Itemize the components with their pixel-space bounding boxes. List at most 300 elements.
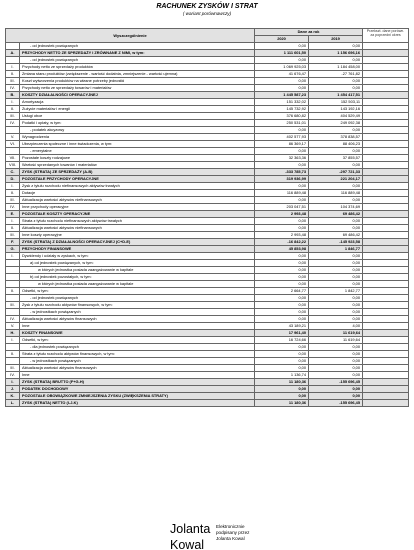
row-restated xyxy=(363,141,409,148)
row-value-2020: 0,00 xyxy=(255,281,309,288)
row-number: I. xyxy=(6,99,20,106)
row-restated xyxy=(363,379,409,386)
row-number: IV. xyxy=(6,372,20,379)
row-restated xyxy=(363,64,409,71)
row-restated xyxy=(363,120,409,127)
row-value-2019: 0,00 xyxy=(309,316,363,323)
row-label: Przychody netto ze sprzedaży towarów i materiałów xyxy=(20,85,255,92)
table-row xyxy=(6,120,409,127)
row-number: H. xyxy=(6,330,20,337)
row-number: I. xyxy=(6,337,20,344)
row-restated xyxy=(363,274,409,281)
table-row xyxy=(6,71,409,78)
row-value-2019: 0,00 xyxy=(309,85,363,92)
row-label: Inne koszty operacyjne xyxy=(20,232,255,239)
row-value-2020: 250 531,01 xyxy=(255,120,309,127)
row-restated xyxy=(363,344,409,351)
row-value-2020: 0,00 xyxy=(255,218,309,225)
row-value-2020: 0,00 xyxy=(255,225,309,232)
row-number: I. xyxy=(6,183,20,190)
row-number: F. xyxy=(6,239,20,246)
row-number xyxy=(6,344,20,351)
table-row xyxy=(6,260,409,267)
row-restated xyxy=(363,386,409,393)
table-row xyxy=(6,197,409,204)
row-number xyxy=(6,260,20,267)
row-value-2020: 0,00 xyxy=(255,162,309,169)
row-restated xyxy=(363,365,409,372)
header-year-2020: 2020 xyxy=(255,36,309,43)
signature-caption xyxy=(216,524,249,541)
row-value-2019: 1 184 458,00 xyxy=(309,64,363,71)
row-value-2019: 0,00 xyxy=(309,351,363,358)
row-restated xyxy=(363,246,409,253)
row-label: Dotacje xyxy=(20,190,255,197)
row-value-2020: 0,00 xyxy=(255,316,309,323)
row-number: V. xyxy=(6,323,20,330)
row-label: POZOSTAŁE OBOWIĄZKOWE ZMNIEJSZENIA ZYSKU (ZWIĘKSZENIA STRATY) xyxy=(20,393,255,400)
row-label: Zysk z tytułu rozchodu aktywów finansowych, w tym: xyxy=(20,302,255,309)
row-number: C. xyxy=(6,169,20,176)
row-value-2020: 0,00 xyxy=(255,57,309,64)
row-number: IV. xyxy=(6,316,20,323)
row-label: POZOSTAŁE PRZYCHODY OPERACYJNE xyxy=(20,176,255,183)
row-value-2019: -155 696,45 xyxy=(309,379,363,386)
row-number: VII. xyxy=(6,155,20,162)
table-row xyxy=(6,302,409,309)
row-value-2019: 378 838,57 xyxy=(309,134,363,141)
row-restated xyxy=(363,169,409,176)
row-value-2020: 0,00 xyxy=(255,43,309,50)
row-number: II. xyxy=(6,106,20,113)
row-value-2019: -297 721,33 xyxy=(309,169,363,176)
table-row xyxy=(6,43,409,50)
row-value-2019: 0,00 xyxy=(309,162,363,169)
row-value-2020: 402 577,93 xyxy=(255,134,309,141)
table-row xyxy=(6,295,409,302)
row-number xyxy=(6,148,20,155)
table-row xyxy=(6,155,409,162)
table-row xyxy=(6,113,409,120)
row-value-2019: 116 889,48 xyxy=(309,190,363,197)
row-restated xyxy=(363,316,409,323)
row-number: III. xyxy=(6,113,20,120)
row-value-2019: 69 486,42 xyxy=(309,232,363,239)
row-restated xyxy=(363,57,409,64)
signature-last-name: Kowal xyxy=(170,538,205,550)
table-row xyxy=(6,64,409,71)
row-restated xyxy=(363,260,409,267)
row-restated xyxy=(363,239,409,246)
row-value-2020: 0,00 xyxy=(255,85,309,92)
row-value-2020: 11 180,36 xyxy=(255,379,309,386)
report-title: RACHUNEK ZYSKÓW I STRAT xyxy=(156,3,258,10)
row-value-2019: 0,00 xyxy=(309,57,363,64)
row-label: Wynagrodzenia xyxy=(20,134,255,141)
row-value-2019: -145 923,58 xyxy=(309,239,363,246)
row-value-2020: 151 332,02 xyxy=(255,99,309,106)
table-row xyxy=(6,85,409,92)
header-year-2019: 2019 xyxy=(309,36,363,43)
table-row xyxy=(6,183,409,190)
row-value-2019: 1 156 696,16 xyxy=(309,50,363,57)
table-row xyxy=(6,351,409,358)
header-note: Przekszt. dane porówn. za poprzedni okres xyxy=(363,29,409,43)
signature-line-1: Elektronicznie xyxy=(216,524,245,529)
row-label: Inne przychody operacyjne xyxy=(20,204,255,211)
signature-line-2: podpisany przez xyxy=(216,529,250,535)
table-row xyxy=(6,309,409,316)
row-label: Ubezpieczenia społeczne i inne świadczenia, w tym: xyxy=(20,141,255,148)
row-value-2019: 0,00 xyxy=(309,386,363,393)
row-restated xyxy=(363,267,409,274)
table-row xyxy=(6,337,409,344)
row-value-2020: 0,00 xyxy=(255,148,309,155)
table-row xyxy=(6,253,409,260)
row-value-2019: 0,00 xyxy=(309,43,363,50)
row-label: Amortyzacja xyxy=(20,99,255,106)
row-restated xyxy=(363,400,409,407)
row-value-2019: 0,00 xyxy=(309,302,363,309)
table-row xyxy=(6,344,409,351)
table-row xyxy=(6,379,409,386)
table-row xyxy=(6,232,409,239)
row-number: III. xyxy=(6,302,20,309)
row-restated xyxy=(363,372,409,379)
row-restated xyxy=(363,211,409,218)
row-restated xyxy=(363,134,409,141)
table-row xyxy=(6,246,409,253)
table-row xyxy=(6,365,409,372)
row-value-2020: 32 363,36 xyxy=(255,155,309,162)
row-label: Odsetki, w tym: xyxy=(20,288,255,295)
electronic-signature xyxy=(170,518,270,550)
row-label: - podatek akcyzowy xyxy=(20,127,255,134)
row-label: Aktualizacja wartości aktywów finansowych xyxy=(20,365,255,372)
row-number: II. xyxy=(6,288,20,295)
row-restated xyxy=(363,190,409,197)
row-value-2019: 0,00 xyxy=(309,344,363,351)
table-row xyxy=(6,267,409,274)
row-number: L. xyxy=(6,400,20,407)
row-value-2019: 0,00 xyxy=(309,253,363,260)
row-value-2019: 0,00 xyxy=(309,365,363,372)
row-label: - od jednostek powiązanych xyxy=(20,295,255,302)
row-restated xyxy=(363,106,409,113)
row-value-2020: 203 047,51 xyxy=(255,204,309,211)
row-value-2020: 0,00 xyxy=(255,365,309,372)
row-label: Zmiana stanu produktów (zwiększenie - wartość dodatnia, zmniejszenie - wartość ujemna) xyxy=(20,71,255,78)
row-restated xyxy=(363,113,409,120)
row-value-2019: -27 761,82 xyxy=(309,71,363,78)
row-value-2020: 16 724,66 xyxy=(255,337,309,344)
row-label: PRZYCHODY NETTO ZE SPRZEDAŻY I ZRÓWNANE Z NIMI, w tym: xyxy=(20,50,255,57)
table-row xyxy=(6,225,409,232)
row-label: w których jednostka posiada zaangażowanie w kapitale xyxy=(20,281,255,288)
row-value-2019: 104 374,69 xyxy=(309,204,363,211)
row-label: a) od jednostek powiązanych, w tym: xyxy=(20,260,255,267)
table-row xyxy=(6,281,409,288)
signature-first-name: Jolanta xyxy=(170,522,211,536)
row-restated xyxy=(363,92,409,99)
row-restated xyxy=(363,288,409,295)
row-restated xyxy=(363,204,409,211)
row-number: B. xyxy=(6,92,20,99)
row-restated xyxy=(363,330,409,337)
row-number: III. xyxy=(6,197,20,204)
row-label: Strata z tytułu rozchodu niefinansowych aktywów trwałych xyxy=(20,218,255,225)
row-label: Przychody netto ze sprzedaży produktów xyxy=(20,64,255,71)
row-number: II. xyxy=(6,351,20,358)
row-value-2020: 43 189,21 xyxy=(255,323,309,330)
row-value-2020: 41 676,47 xyxy=(255,71,309,78)
table-row xyxy=(6,99,409,106)
row-value-2019: 69 486,42 xyxy=(309,211,363,218)
row-value-2020: 0,00 xyxy=(255,253,309,260)
row-label: - emerytalne xyxy=(20,148,255,155)
signature-line-3: Jolanta Kowal xyxy=(216,535,245,541)
row-label: ZYSK (STRATA) ZE SPRZEDAŻY (A-B) xyxy=(20,169,255,176)
row-label: Wartość sprzedanych towarów i materiałów xyxy=(20,162,255,169)
row-label: - w jednostkach powiązanych xyxy=(20,309,255,316)
table-row xyxy=(6,358,409,365)
row-value-2019: 0,00 xyxy=(309,78,363,85)
row-number xyxy=(6,57,20,64)
row-number: VI. xyxy=(6,141,20,148)
table-row xyxy=(6,330,409,337)
row-restated xyxy=(363,337,409,344)
row-label: Zużycie materiałów i energii xyxy=(20,106,255,113)
table-row xyxy=(6,134,409,141)
row-number xyxy=(6,358,20,365)
row-label: POZOSTAŁE KOSZTY OPERACYJNE xyxy=(20,211,255,218)
row-value-2019: 143 192,16 xyxy=(309,106,363,113)
row-label: b) od jednostek pozostałych, w tym: xyxy=(20,274,255,281)
row-value-2019: 0,00 xyxy=(309,372,363,379)
row-restated xyxy=(363,393,409,400)
row-restated xyxy=(363,302,409,309)
row-label: Aktualizacja wartości aktywów finansowych xyxy=(20,316,255,323)
table-row xyxy=(6,148,409,155)
row-value-2020: 0,00 xyxy=(255,302,309,309)
row-restated xyxy=(363,85,409,92)
table-row xyxy=(6,127,409,134)
header-row-1 xyxy=(6,29,409,36)
row-value-2020: 1 136,74 xyxy=(255,372,309,379)
row-number xyxy=(6,295,20,302)
row-number: A. xyxy=(6,50,20,57)
table-row xyxy=(6,78,409,85)
row-value-2020: 116 889,48 xyxy=(255,190,309,197)
row-value-2020: 0,00 xyxy=(255,344,309,351)
row-label: Inne xyxy=(20,323,255,330)
row-number xyxy=(6,43,20,50)
row-number: G. xyxy=(6,246,20,253)
row-value-2020: 86 369,17 xyxy=(255,141,309,148)
row-value-2020: 2 664,77 xyxy=(255,288,309,295)
row-number: I. xyxy=(6,64,20,71)
row-number xyxy=(6,309,20,316)
table-row xyxy=(6,50,409,57)
row-restated xyxy=(363,281,409,288)
row-value-2020: 2 993,48 xyxy=(255,232,309,239)
row-restated xyxy=(363,162,409,169)
row-label: ZYSK (STRATA) NETTO (I-J-K) xyxy=(20,400,255,407)
row-number: VIII. xyxy=(6,162,20,169)
row-value-2020: 0,00 xyxy=(255,197,309,204)
row-value-2019: 0,00 xyxy=(309,225,363,232)
table-row xyxy=(6,162,409,169)
row-restated xyxy=(363,148,409,155)
row-value-2019: 0,00 xyxy=(309,267,363,274)
table-row xyxy=(6,288,409,295)
row-label: - dla jednostek powiązanych xyxy=(20,344,255,351)
table-row xyxy=(6,386,409,393)
report-subtitle: ( wariant porównawczy) xyxy=(182,11,232,16)
row-value-2020: 2 993,48 xyxy=(255,211,309,218)
row-restated xyxy=(363,351,409,358)
row-value-2020: -16 842,22 xyxy=(255,239,309,246)
row-number: III. xyxy=(6,78,20,85)
row-label: w których jednostka posiada zaangażowanie w kapitale xyxy=(20,267,255,274)
row-label: Strata z tytułu rozchodu aktywów finansowych, w tym: xyxy=(20,351,255,358)
row-number: IV. xyxy=(6,85,20,92)
row-value-2020: 1 069 925,03 xyxy=(255,64,309,71)
row-label: PRZYCHODY FINANSOWE xyxy=(20,246,255,253)
row-restated xyxy=(363,225,409,232)
row-value-2020: 0,00 xyxy=(255,78,309,85)
row-label: Dywidendy i udziały w zyskach, w tym: xyxy=(20,253,255,260)
table-row xyxy=(6,169,409,176)
row-number xyxy=(6,281,20,288)
row-restated xyxy=(363,99,409,106)
table-row xyxy=(6,211,409,218)
table-row xyxy=(6,323,409,330)
row-number: IV. xyxy=(6,204,20,211)
row-value-2020: 45 853,98 xyxy=(255,246,309,253)
row-number: III. xyxy=(6,365,20,372)
row-label: PODATEK DOCHODOWY xyxy=(20,386,255,393)
row-value-2020: 11 180,36 xyxy=(255,400,309,407)
row-label: - od jednostek powiązanych xyxy=(20,57,255,64)
row-restated xyxy=(363,71,409,78)
row-number xyxy=(6,267,20,274)
row-value-2019: 11 619,64 xyxy=(309,337,363,344)
row-label: - od jednostek powiązanych xyxy=(20,43,255,50)
table-row xyxy=(6,316,409,323)
row-value-2019: 404 529,49 xyxy=(309,113,363,120)
row-restated xyxy=(363,127,409,134)
row-value-2020: 319 936,99 xyxy=(255,176,309,183)
row-value-2020: 1 445 587,23 xyxy=(255,92,309,99)
row-number: I. xyxy=(6,379,20,386)
table-row xyxy=(6,400,409,407)
row-restated xyxy=(363,50,409,57)
row-value-2019: 0,00 xyxy=(309,260,363,267)
row-value-2019: 1 846,77 xyxy=(309,246,363,253)
header-label: Wyszczególnienie xyxy=(6,29,255,43)
row-restated xyxy=(363,358,409,365)
row-value-2020: 0,00 xyxy=(255,309,309,316)
row-value-2019: 0,00 xyxy=(309,148,363,155)
row-value-2019: 4,00 xyxy=(309,323,363,330)
row-number: D. xyxy=(6,176,20,183)
row-label: Pozostałe koszty rodzajowe xyxy=(20,155,255,162)
row-value-2019: 249 092,38 xyxy=(309,120,363,127)
row-value-2020: 1 111 601,50 xyxy=(255,50,309,57)
row-number: K. xyxy=(6,393,20,400)
row-value-2020: 0,00 xyxy=(255,260,309,267)
table-row xyxy=(6,190,409,197)
row-value-2020: 0,00 xyxy=(255,358,309,365)
table-row xyxy=(6,372,409,379)
row-number xyxy=(6,274,20,281)
row-label: - w jednostkach powiązanych xyxy=(20,358,255,365)
row-label: Odsetki, w tym: xyxy=(20,337,255,344)
row-restated xyxy=(363,43,409,50)
row-restated xyxy=(363,78,409,85)
row-value-2019: 1 454 417,51 xyxy=(309,92,363,99)
row-restated xyxy=(363,155,409,162)
row-value-2019: 0,00 xyxy=(309,218,363,225)
table-row xyxy=(6,141,409,148)
row-restated xyxy=(363,218,409,225)
row-number: I. xyxy=(6,253,20,260)
table-row xyxy=(6,204,409,211)
row-number: IV. xyxy=(6,120,20,127)
table-row xyxy=(6,393,409,400)
row-value-2020: 0,00 xyxy=(255,295,309,302)
row-value-2020: 0,00 xyxy=(255,393,309,400)
row-restated xyxy=(363,183,409,190)
row-label: ZYSK (STRATA) BRUTTO (F+G-H) xyxy=(20,379,255,386)
table-row xyxy=(6,239,409,246)
row-number: E. xyxy=(6,211,20,218)
row-value-2020: 0,00 xyxy=(255,183,309,190)
row-number: II. xyxy=(6,71,20,78)
row-value-2019: 0,00 xyxy=(309,183,363,190)
row-number: II. xyxy=(6,225,20,232)
row-value-2019: 0,00 xyxy=(309,127,363,134)
row-restated xyxy=(363,309,409,316)
row-label: KOSZTY DZIAŁALNOŚCI OPERACYJNEJ xyxy=(20,92,255,99)
row-value-2020: 0,00 xyxy=(255,351,309,358)
table-row xyxy=(6,176,409,183)
row-value-2019: 0,00 xyxy=(309,309,363,316)
row-label: KOSZTY FINANSOWE xyxy=(20,330,255,337)
row-value-2020: 376 680,82 xyxy=(255,113,309,120)
row-value-2019: 152 503,11 xyxy=(309,99,363,106)
row-label: Koszt wytworzenia produktów na własne potrzeby jednostki xyxy=(20,78,255,85)
row-value-2019: 0,00 xyxy=(309,393,363,400)
row-value-2019: 0,00 xyxy=(309,358,363,365)
row-number: J. xyxy=(6,386,20,393)
row-restated xyxy=(363,197,409,204)
row-label: Aktualizacja wartości aktywów niefinansowych xyxy=(20,225,255,232)
row-value-2019: 221 204,17 xyxy=(309,176,363,183)
row-label: Podatki i opłaty, w tym: xyxy=(20,120,255,127)
row-label: ZYSK (STRATA) Z DZIAŁALNOŚCI OPERACYJNEJ (C+D-E) xyxy=(20,239,255,246)
row-value-2019: 37 855,57 xyxy=(309,155,363,162)
row-value-2019: -155 696,45 xyxy=(309,400,363,407)
table-row xyxy=(6,57,409,64)
row-label: Inne xyxy=(20,372,255,379)
row-value-2019: 0,00 xyxy=(309,295,363,302)
row-number: V. xyxy=(6,134,20,141)
row-value-2019: 88 406,23 xyxy=(309,141,363,148)
row-value-2020: 0,00 xyxy=(255,274,309,281)
table-row xyxy=(6,274,409,281)
